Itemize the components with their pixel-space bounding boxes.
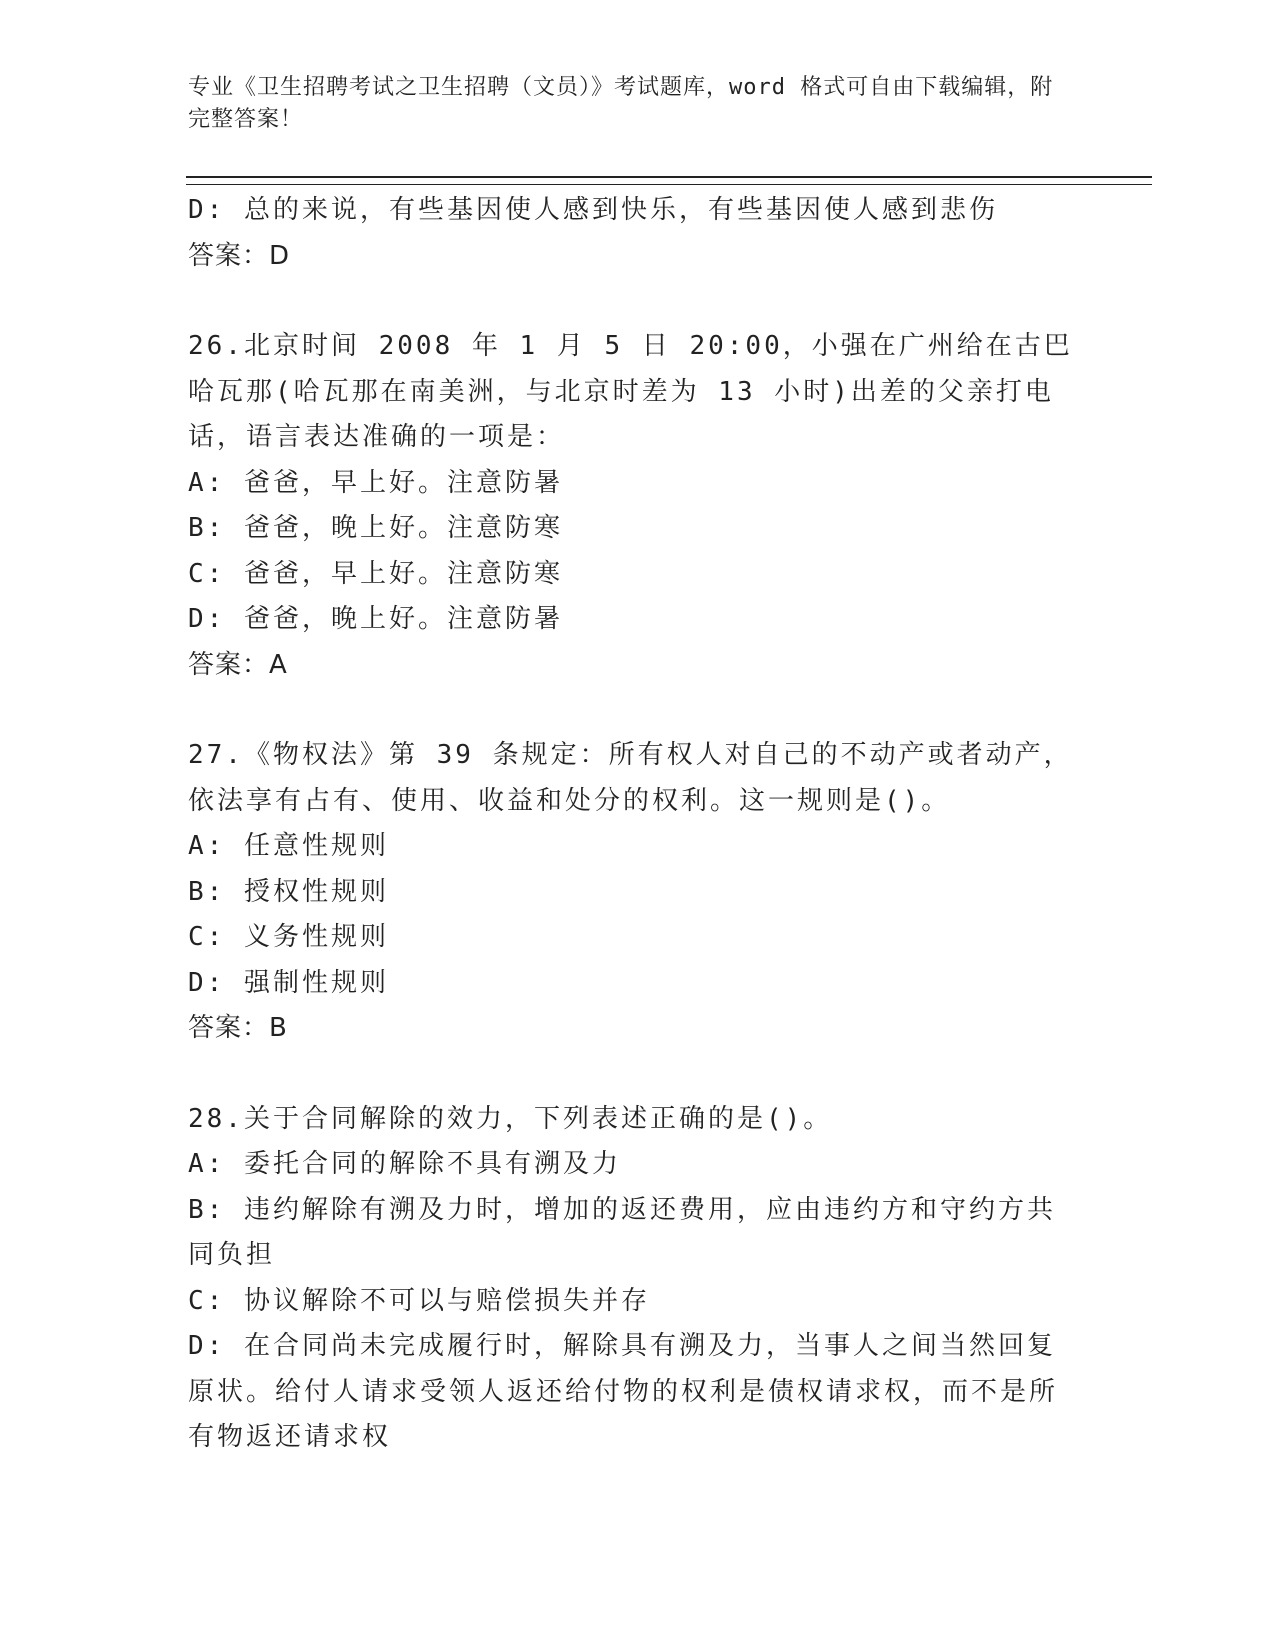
question-stem: 27.《物权法》第 39 条规定：所有权人对自己的不动产或者动产，依法享有占有、使用、收益和处分的权利。这一规则是()。 (188, 740, 1073, 816)
option-b: B: 授权性规则 (188, 876, 389, 907)
spacer (188, 1052, 1078, 1097)
answer-line: 答案：D (188, 240, 291, 271)
option-d: D: 强制性规则 (188, 967, 389, 998)
option-d: D: 在合同尚未完成履行时，解除具有溯及力，当事人之间当然回复原状。给付人请求受领人返还给付物的权利是债权请求权，而不是所有物返还请求权 (188, 1331, 1059, 1452)
question-27 (188, 733, 1078, 1052)
option-c: C: 义务性规则 (188, 922, 389, 952)
question-26 (188, 324, 1078, 688)
spacer (188, 688, 1078, 733)
question-stem: 26.北京时间 2008 年 1 月 5 日 20:00，小强在广州给在古巴哈瓦那(哈瓦那在南美洲，与北京时差为 13 小时)出差的父亲打电话，语言表达准确的一项是： (188, 331, 1073, 452)
option-a: A: 爸爸，早上好。注意防暑 (188, 467, 563, 498)
option-b: B: 爸爸，晚上好。注意防寒 (188, 513, 563, 543)
answer-line: 答案：B (188, 1013, 288, 1043)
option-c: C: 协议解除不可以与赔偿损失并存 (188, 1285, 650, 1316)
option-c: C: 爸爸，早上好。注意防寒 (188, 558, 563, 589)
answer-line: 答案：A (188, 649, 288, 680)
option-d: D: 爸爸，晚上好。注意防暑 (188, 604, 563, 634)
option-d: D: 总的来说，有些基因使人感到快乐，有些基因使人感到悲伤 (188, 195, 998, 225)
previous-question-tail (188, 188, 1078, 279)
header-divider (186, 176, 1152, 185)
option-b: B: 违约解除有溯及力时，增加的返还费用，应由违约方和守约方共同负担 (188, 1194, 1056, 1270)
question-28 (188, 1097, 1078, 1461)
page-header: 专业《卫生招聘考试之卫生招聘（文员）》考试题库，word 格式可自由下载编辑，附完整答案！ (188, 75, 1054, 132)
option-a: A: 任意性规则 (188, 831, 389, 861)
option-a: A: 委托合同的解除不具有溯及力 (188, 1149, 621, 1179)
question-stem: 28.关于合同解除的效力，下列表述正确的是()。 (188, 1103, 833, 1134)
spacer (188, 279, 1078, 324)
question-content (188, 188, 1078, 1461)
